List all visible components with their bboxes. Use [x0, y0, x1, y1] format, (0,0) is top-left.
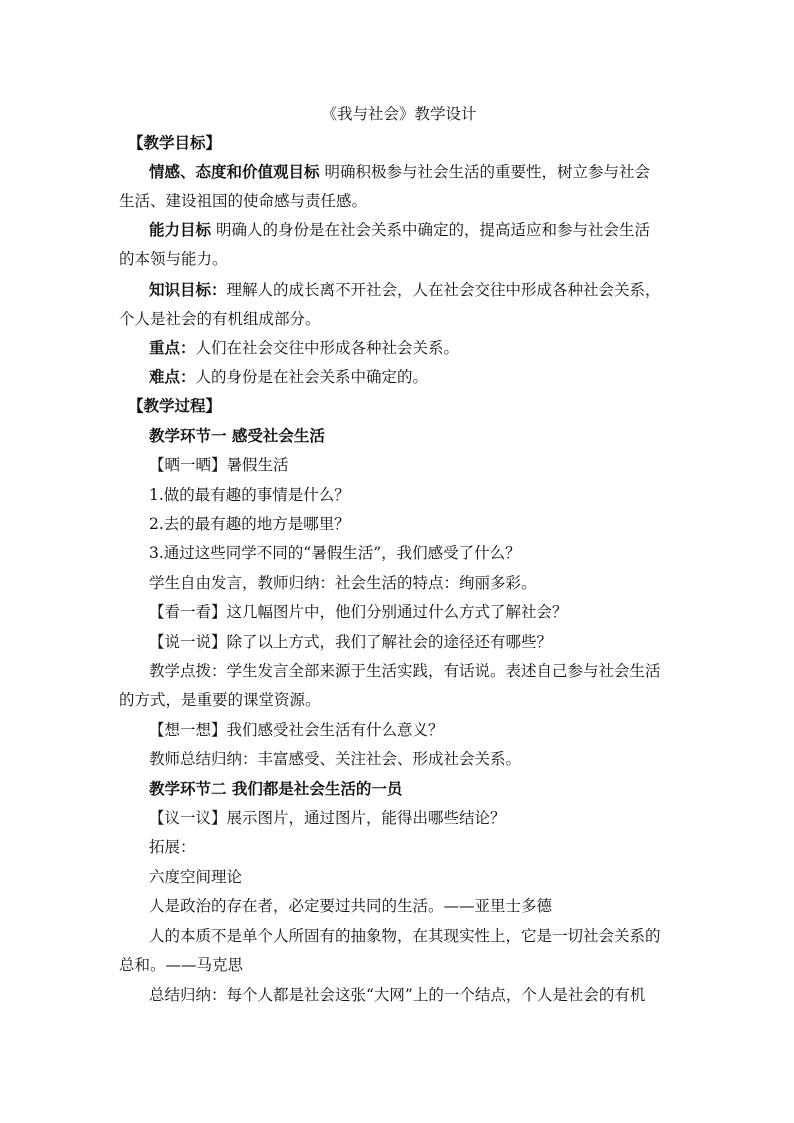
share-activity: 【晒一晒】暑假生活: [149, 456, 289, 474]
emotion-goal-text: 明确积极参与社会生活的重要性，树立参与社会: [324, 163, 650, 181]
summary-2: 教师总结归纳：丰富感受、关注社会、形成社会关系。: [149, 750, 522, 768]
ability-goal-line1: [149, 220, 679, 240]
emotion-goal-line2: 生活、建设祖国的使命感与责任感。: [119, 192, 368, 210]
ability-goal-line2: 的本领与能力。: [119, 250, 228, 268]
say-activity: 【说一说】除了以上方式，我们了解社会的途径还有哪些？: [149, 633, 553, 651]
summary-1: 学生自由发言，教师归纳：社会生活的特点：绚丽多彩。: [149, 574, 537, 592]
goals-heading: 【教学目标】: [128, 133, 222, 152]
key-point: [149, 338, 679, 358]
knowledge-goal-line1: [149, 280, 679, 300]
conclusion-line: 总结归纳：每个人都是社会这张“大网”上的一个结点，个人是社会的有机: [149, 986, 646, 1004]
step2-heading: 教学环节二 我们都是社会生活的一员: [149, 779, 403, 798]
document-title: 《我与社会》教学设计: [321, 105, 477, 123]
look-activity: 【看一看】这几幅图片中，他们分别通过什么方式了解社会？: [149, 603, 568, 621]
knowledge-goal-line2: 个人是社会的有机组成部分。: [119, 310, 321, 328]
difficulty-point-text: 人的身份是在社会关系中确定的。: [195, 368, 429, 386]
process-heading: 【教学过程】: [128, 396, 222, 415]
question-2: 2.去的最有趣的地方是哪里？: [149, 515, 350, 533]
emotion-goal-label: 情感、态度和价值观目标: [149, 162, 320, 181]
step1-heading: 教学环节一 感受社会生活: [149, 426, 325, 445]
guide-line2: 的方式，是重要的课堂资源。: [119, 691, 321, 709]
think-activity: 【想一想】我们感受社会生活有什么意义？: [149, 721, 444, 739]
guide-line1: 教学点拨：学生发言全部来源于生活实践，有话说。表述自己参与社会生活: [149, 662, 661, 680]
knowledge-goal-text: 理解人的成长离不开社会，人在社会交往中形成各种社会关系，: [226, 281, 661, 299]
emotion-goal-line1: [149, 162, 679, 182]
ability-goal-text: 明确人的身份是在社会关系中确定的，提高适应和参与社会生活: [215, 221, 650, 239]
discuss-activity: 【议一议】展示图片，通过图片，能得出哪些结论？: [149, 809, 506, 827]
difficulty-point-label: 难点：: [149, 367, 196, 386]
key-point-label: 重点：: [149, 338, 196, 357]
quote-aristotle: 人是政治的存在者，必定要过共同的生活。——亚里士多德: [149, 897, 553, 915]
knowledge-goal-label: 知识目标：: [149, 280, 227, 299]
quote-marx-line2: 总和。——马克思: [119, 956, 244, 974]
expand-label: 拓展：: [149, 838, 196, 856]
ability-goal-label: 能力目标: [149, 220, 212, 239]
question-3: 3.通过这些同学不同的“暑假生活”，我们感受了什么？: [149, 544, 521, 562]
question-1: 1.做的最有趣的事情是什么？: [149, 486, 350, 504]
difficulty-point: [149, 367, 679, 387]
theory-title: 六度空间理论: [149, 868, 243, 886]
key-point-text: 人们在社会交往中形成各种社会关系。: [195, 339, 460, 357]
quote-marx-line1: 人的本质不是单个人所固有的抽象物，在其现实性上，它是一切社会关系的: [149, 927, 661, 945]
